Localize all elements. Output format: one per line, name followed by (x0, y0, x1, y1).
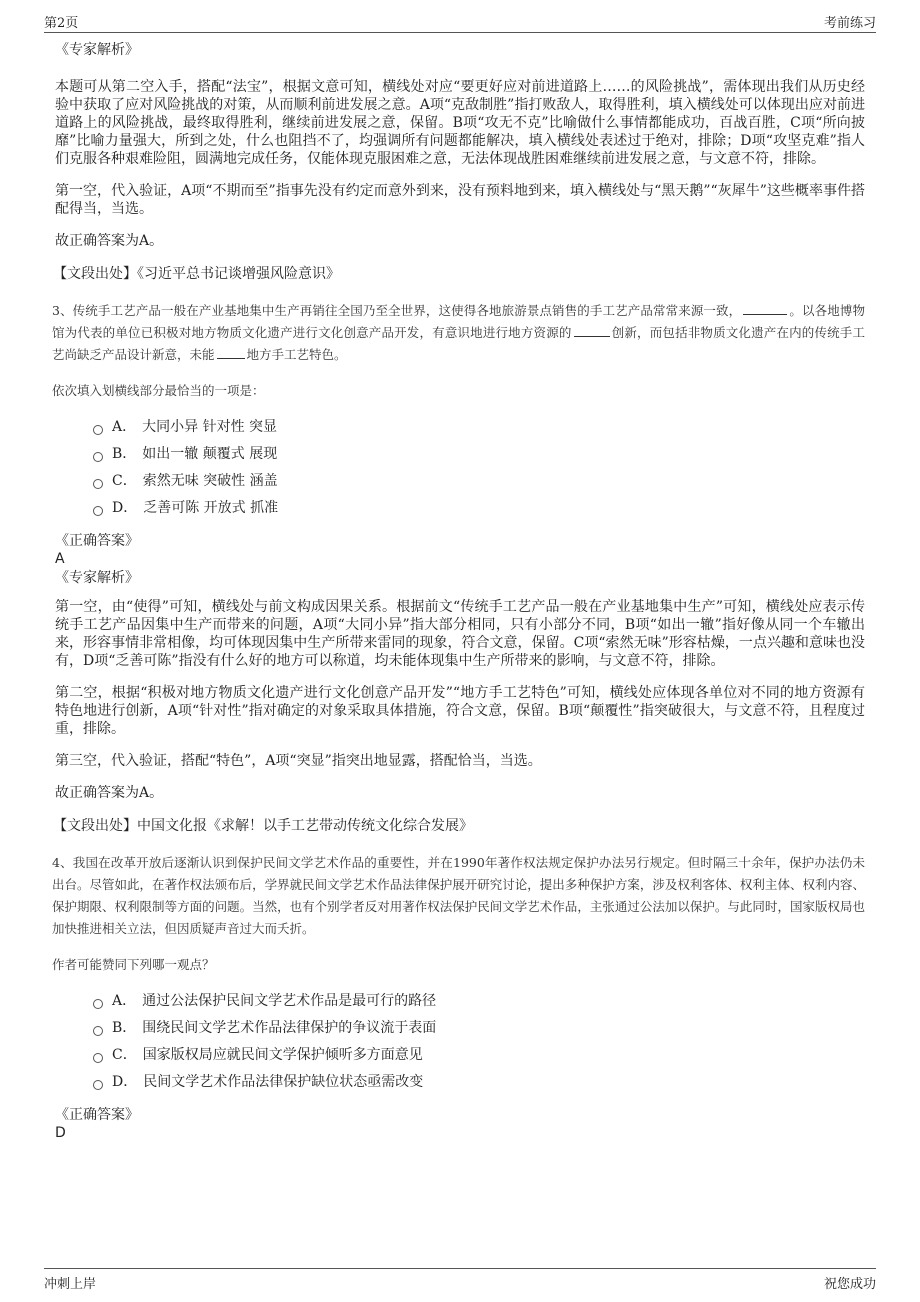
option-text: 围绕民间文学艺术作品法律保护的争议流于表面 (142, 1020, 437, 1036)
correct-answer-label: 《正确答案》 (55, 1107, 139, 1123)
analysis-title: 《专家解析》 (55, 570, 139, 586)
source-citation: 【文段出处】《习近平总书记谈增强风险意识》 (53, 266, 340, 282)
q3-block (52, 300, 865, 836)
question-text (52, 300, 865, 366)
question-text-part: 3、传统手工艺产品一般在产业基地集中生产再销往全国乃至全世界，这使得各地旅游景点销售的手工艺产品常常来源一致， (52, 303, 742, 318)
analysis-paragraph: 第一空，由“使得”可知，横线处与前文构成因果关系。根据前文“传统手工艺产品一般在产业基地集中生产”可知，横线处应表示传统手工艺产品因集中生产而带来的问题，A项“大同小异”指大部分相同，只有小部分不同，B项“如出一辙”指好像从同一个车辙出来，形容事情非常相像，均可体现因集中生产所带来雷同的现象，符合文意，保留。C项“索然无味”形容枯燥，一点兴趣和意味也没有，D项“乏善可陈”指没有什么好的地方可以称道，均未能体现集中生产所带来的影响，与文意不符，排除。 (55, 599, 865, 669)
correct-answer-label: 《正确答案》 (55, 533, 139, 549)
option-letter: C． (112, 1047, 137, 1063)
option-b[interactable] (93, 441, 865, 468)
option-letter: A． (112, 419, 137, 435)
option-text: 通过公法保护民间文学艺术作品是最可行的路径 (142, 993, 437, 1009)
page-content (52, 40, 865, 1142)
analysis-title: 《专家解析》 (55, 42, 139, 58)
fill-blank (743, 314, 787, 315)
radio-icon[interactable] (93, 425, 103, 435)
option-text: 如出一辙 颠覆式 展现 (142, 446, 278, 462)
option-letter: B． (112, 1020, 137, 1036)
q2-analysis (55, 40, 865, 284)
option-c[interactable] (93, 1042, 865, 1069)
radio-icon[interactable] (93, 479, 103, 489)
correct-answer: A (55, 551, 65, 567)
analysis-conclusion: 故正确答案为A。 (55, 233, 164, 249)
q4-block (52, 852, 865, 1142)
radio-icon[interactable] (93, 1080, 103, 1090)
page-footer (44, 1268, 876, 1293)
page-header (44, 10, 876, 33)
analysis-paragraph: 第二空，根据“积极对地方物质文化遗产进行文化创意产品开发”“地方手工艺特色”可知，横线处应体现各单位对不同的地方资源有特色地进行创新，A项“针对性”指对确定的对象采取具体措施，符合文意，保留。B项“颠覆性”指突破很大，与文意不符，且程度过重，排除。 (55, 685, 865, 737)
question-text-part: 地方手工艺特色。 (246, 347, 347, 362)
analysis-paragraph: 第三空，代入验证，搭配“特色”，A项“突显”指突出地显露，搭配恰当，当选。 (55, 753, 542, 769)
option-letter: D． (112, 1074, 138, 1090)
option-letter: D． (112, 500, 138, 516)
option-text: 民间文学艺术作品法律保护缺位状态亟需改变 (143, 1074, 424, 1090)
question-text-part: 创新，而包括非物质文化遗产在内的传统手工艺尚缺乏产品设计新意，未能 (52, 325, 865, 362)
question-text-part: 。以各地博物馆为代表的单位已积极对地方物质文化遗产进行文化创意产品开发，有意识地进行地方资源的 (52, 303, 865, 340)
radio-icon[interactable] (93, 506, 103, 516)
analysis-paragraph: 第一空，代入验证，A项“不期而至”指事先没有约定而意外到来，没有预料地到来，填入横线处与“黑天鹅”“灰犀牛”这些概率事件搭配得当，当选。 (55, 183, 865, 217)
analysis-paragraph: 本题可从第二空入手，搭配“法宝”，根据文意可知，横线处对应“要更好应对前进道路上……的风险挑战”，需体现出我们从历史经验中获取了应对风险挑战的对策，从而顺利前进发展之意。A项“克敌制胜”指打败敌人，取得胜利，填入横线处可以体现出应对前进道路上的风险挑战，最终取得胜利，继续前进发展之意，保留。B项“攻无不克”比喻做什么事情都能成功，百战百胜，C项“所向披靡”比喻力量强大，所到之处，什么也阻挡不了，均强调所有问题都能解决，填入横线处表述过于绝对，排除；D项“攻坚克难”指人们克服各种艰难险阻，圆满地完成任务，仅能体现克服困难之意，无法体现战胜困难继续前进发展之意，与文意不符，排除。 (55, 79, 865, 167)
question-prompt: 依次填入划横线部分最恰当的一项是： (52, 383, 265, 398)
fill-blank (574, 336, 610, 337)
option-d[interactable] (93, 1069, 865, 1096)
page-number: 第2页 (44, 16, 79, 31)
option-a[interactable] (93, 988, 865, 1015)
radio-icon[interactable] (93, 1053, 103, 1063)
question-text: 4、我国在改革开放后逐渐认识到保护民间文学艺术作品的重要性，并在1990年著作权法规定保护办法另行规定。但时隔三十余年，保护办法仍未出台。尽管如此，在著作权法颁布后，学界就民间文学艺术作品法律保护展开研究讨论，提出多种保护方案，涉及权利客体、权利主体、权利内容、保护期限、权利限制等方面的问题。当然，也有个别学者反对用著作权法保护民间文学艺术作品，主张通过公法加以保护。与此同时，国家版权局也加快推进相关立法，但因质疑声音过大而夭折。 (52, 855, 865, 936)
fill-blank (217, 358, 245, 359)
question-prompt: 作者可能赞同下列哪一观点？ (52, 957, 215, 972)
option-d[interactable] (93, 495, 865, 522)
option-text: 乏善可陈 开放式 抓准 (143, 500, 279, 516)
option-text: 大同小异 针对性 突显 (142, 419, 278, 435)
option-letter: B． (112, 446, 137, 462)
radio-icon[interactable] (93, 999, 103, 1009)
option-text: 国家版权局应就民间文学保护倾听多方面意见 (142, 1047, 423, 1063)
option-c[interactable] (93, 468, 865, 495)
doc-label: 考前练习 (823, 16, 876, 31)
option-letter: C． (112, 473, 137, 489)
analysis-conclusion: 故正确答案为A。 (55, 785, 164, 801)
footer-right-text: 祝您成功 (823, 1277, 876, 1292)
radio-icon[interactable] (93, 452, 103, 462)
source-citation: 【文段出处】中国文化报《求解！以手工艺带动传统文化综合发展》 (53, 818, 473, 834)
option-a[interactable] (93, 414, 865, 441)
option-b[interactable] (93, 1015, 865, 1042)
option-text: 索然无味 突破性 涵盖 (142, 473, 278, 489)
correct-answer: D (55, 1125, 66, 1141)
option-letter: A． (112, 993, 137, 1009)
answer-options (93, 988, 865, 1096)
footer-left-text: 冲刺上岸 (44, 1277, 97, 1292)
radio-icon[interactable] (93, 1026, 103, 1036)
answer-options (93, 414, 865, 522)
